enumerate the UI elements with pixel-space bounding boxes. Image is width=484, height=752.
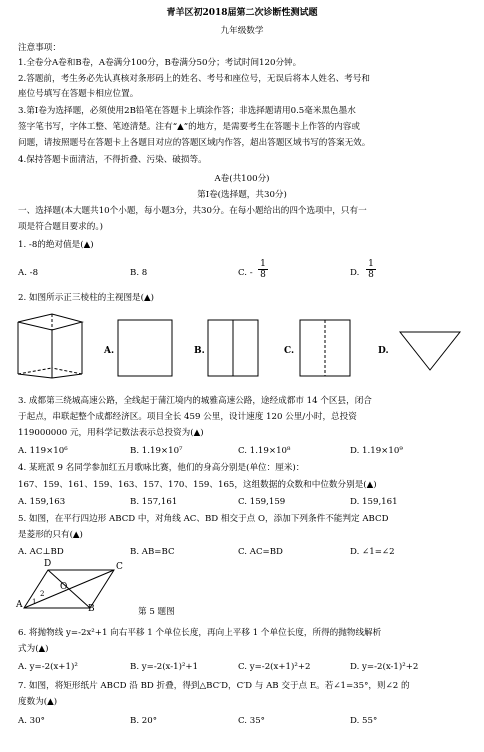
q5-parallelogram-figure <box>14 562 124 618</box>
exam-title: 青羊区初2018届第二次诊断性测试题 <box>166 8 318 18</box>
note-line: 4.保持答题卡面清洁，不得折叠、污染、破损等。 <box>18 155 207 165</box>
note-line: 问题，请按照题号在答题卡上各题目对应的答题区域内作答，超出答题区域书写的答案无效。 <box>18 138 371 148</box>
option-c-figure <box>300 320 350 376</box>
q4-option-d: D. 159,161 <box>350 497 398 507</box>
exam-subtitle: 九年级数学 <box>220 26 264 36</box>
q4-option-a: A. 159,163 <box>18 497 66 507</box>
q1-option-c-prefix: C. - <box>238 268 253 278</box>
section-a-heading: A卷(共100分) <box>214 174 270 184</box>
q5-option-b: B. AB=BC <box>130 547 175 557</box>
q5-option-a: A. AC⊥BD <box>18 547 64 557</box>
q1-stem: 1. -8的绝对值是(▲) <box>18 240 94 250</box>
section-1-heading: 第I卷(选择题，共30分) <box>197 190 287 200</box>
q6-option-a: A. y=-2(x+1)² <box>18 662 78 672</box>
q1-option-d-prefix: D. <box>350 268 360 278</box>
q3-stem: 于起点，串联起整个成都经济区。项目全长 459 公里，设计速度 120 公里/小时，总投资 <box>18 412 357 422</box>
q7-option-a: A. 30° <box>18 716 45 726</box>
option-b-figure <box>208 320 258 376</box>
q2-option-b-label: B. <box>194 346 205 356</box>
q1-option-a: A. -8 <box>18 268 39 278</box>
q3-option-c: C. 1.19×10⁸ <box>238 446 291 456</box>
q5-stem: 是菱形的只有(▲) <box>18 530 83 540</box>
q2-option-d-label: D. <box>378 346 389 356</box>
note-line: 1.全卷分A卷和B卷，A卷满分100分，B卷满分50分；考试时间120分钟。 <box>18 58 302 68</box>
q5-point-a: A <box>16 600 23 610</box>
notes-heading: 注意事项： <box>18 43 61 53</box>
q5-figure-caption: 第 5 题图 <box>138 607 175 617</box>
q6-option-d: D. y=-2(x-1)²+2 <box>350 662 419 672</box>
q3-option-d: D. 1.19×10⁹ <box>350 446 403 456</box>
note-line: 3.第I卷为选择题，必须使用2B铅笔在答题卡上填涂作答；非选择题请用0.5毫米黑色墨水 <box>18 106 356 116</box>
q6-stem: 式为(▲) <box>18 644 49 654</box>
q1-option-b: B. 8 <box>130 268 148 278</box>
part-one-instructions: 一、选择题(本大题共10个小题，每小题3分，共30分。在每小题给出的四个选项中，只有一 <box>18 206 367 216</box>
q5-angle-1: 1 <box>32 598 37 606</box>
q3-stem: 119000000 元，用科学记数法表示总投资为(▲) <box>18 428 204 438</box>
q1-option-d-fraction <box>366 259 376 280</box>
q2-figures <box>14 312 474 382</box>
q5-option-d: D. ∠1=∠2 <box>350 547 395 557</box>
q7-option-c: C. 35° <box>238 716 265 726</box>
q3-option-b: B. 1.19×10⁷ <box>130 446 183 456</box>
note-line: 签字笔书写，字体工整、笔迹清楚。注有“▲”的地方，是需要考生在答题卡上作答的内容或 <box>18 122 360 132</box>
q7-option-d: D. 55° <box>350 716 378 726</box>
fraction-numerator: 1 <box>258 259 268 270</box>
q7-stem: 度数为(▲) <box>18 697 58 707</box>
fraction-denominator: 8 <box>368 270 374 280</box>
q7-option-b: B. 20° <box>130 716 158 726</box>
q2-option-a-label: A. <box>104 346 115 356</box>
q4-stem: 4. 某班派 9 名同学参加红五月歌咏比赛，他们的身高分别是(单位：厘米)： <box>18 463 305 473</box>
q5-point-o: O <box>60 582 68 592</box>
q5-stem: 5. 如图，在平行四边形 ABCD 中，对角线 AC、BD 相交于点 O，添加下列条件不能判定 ABCD <box>18 514 389 524</box>
q4-option-c: C. 159,159 <box>238 497 286 507</box>
q6-option-c: C. y=-2(x+1)²+2 <box>238 662 311 672</box>
q5-point-d: D <box>44 559 52 569</box>
q5-angle-2: 2 <box>40 590 45 598</box>
q4-stem: 167、159、161、159、163、157、170、159、165，这组数据的众数和中位数分别是(▲) <box>18 480 377 490</box>
q6-option-b: B. y=-2(x-1)²+1 <box>130 662 199 672</box>
q5-point-c: C <box>116 562 123 572</box>
note-line: 2.答题前，考生务必先认真核对条形码上的姓名、考号和座位号，无误后将本人姓名、考号和 <box>18 74 370 84</box>
option-d-triangle <box>400 332 460 370</box>
q4-option-b: B. 157,161 <box>130 497 178 507</box>
q7-stem: 7. 如图，将矩形纸片 ABCD 沿 BD 折叠，得到△BC′D，C′D 与 AB 交于点 E。若∠1=35°，则∠2 的 <box>18 681 410 691</box>
note-line: 座位号填写在答题卡相应位置。 <box>18 89 139 99</box>
q5-option-c: C. AC=BD <box>238 547 283 557</box>
q2-stem: 2. 如图所示正三棱柱的主视图是(▲) <box>18 293 154 303</box>
q2-option-c-label: C. <box>284 346 295 356</box>
fraction-numerator: 1 <box>366 259 376 270</box>
q3-option-a: A. 119×10⁶ <box>18 446 68 456</box>
q3-stem: 3. 成都第三绕城高速公路，全线起于蒲江境内的城雅高速公路，途经成都市 14 个区县，闭合 <box>18 396 372 406</box>
fraction-denominator: 8 <box>260 270 266 280</box>
q6-stem: 6. 将抛物线 y=-2x²+1 向右平移 1 个单位长度，再向上平移 1 个单位长度，所得的抛物线解析 <box>18 628 382 638</box>
option-a-rectangle <box>118 320 172 376</box>
q5-point-b: B <box>88 604 95 614</box>
prism-figure <box>18 314 82 378</box>
part-one-instructions: 项是符合题目要求的。) <box>18 222 103 232</box>
q1-option-c-fraction <box>258 259 268 280</box>
